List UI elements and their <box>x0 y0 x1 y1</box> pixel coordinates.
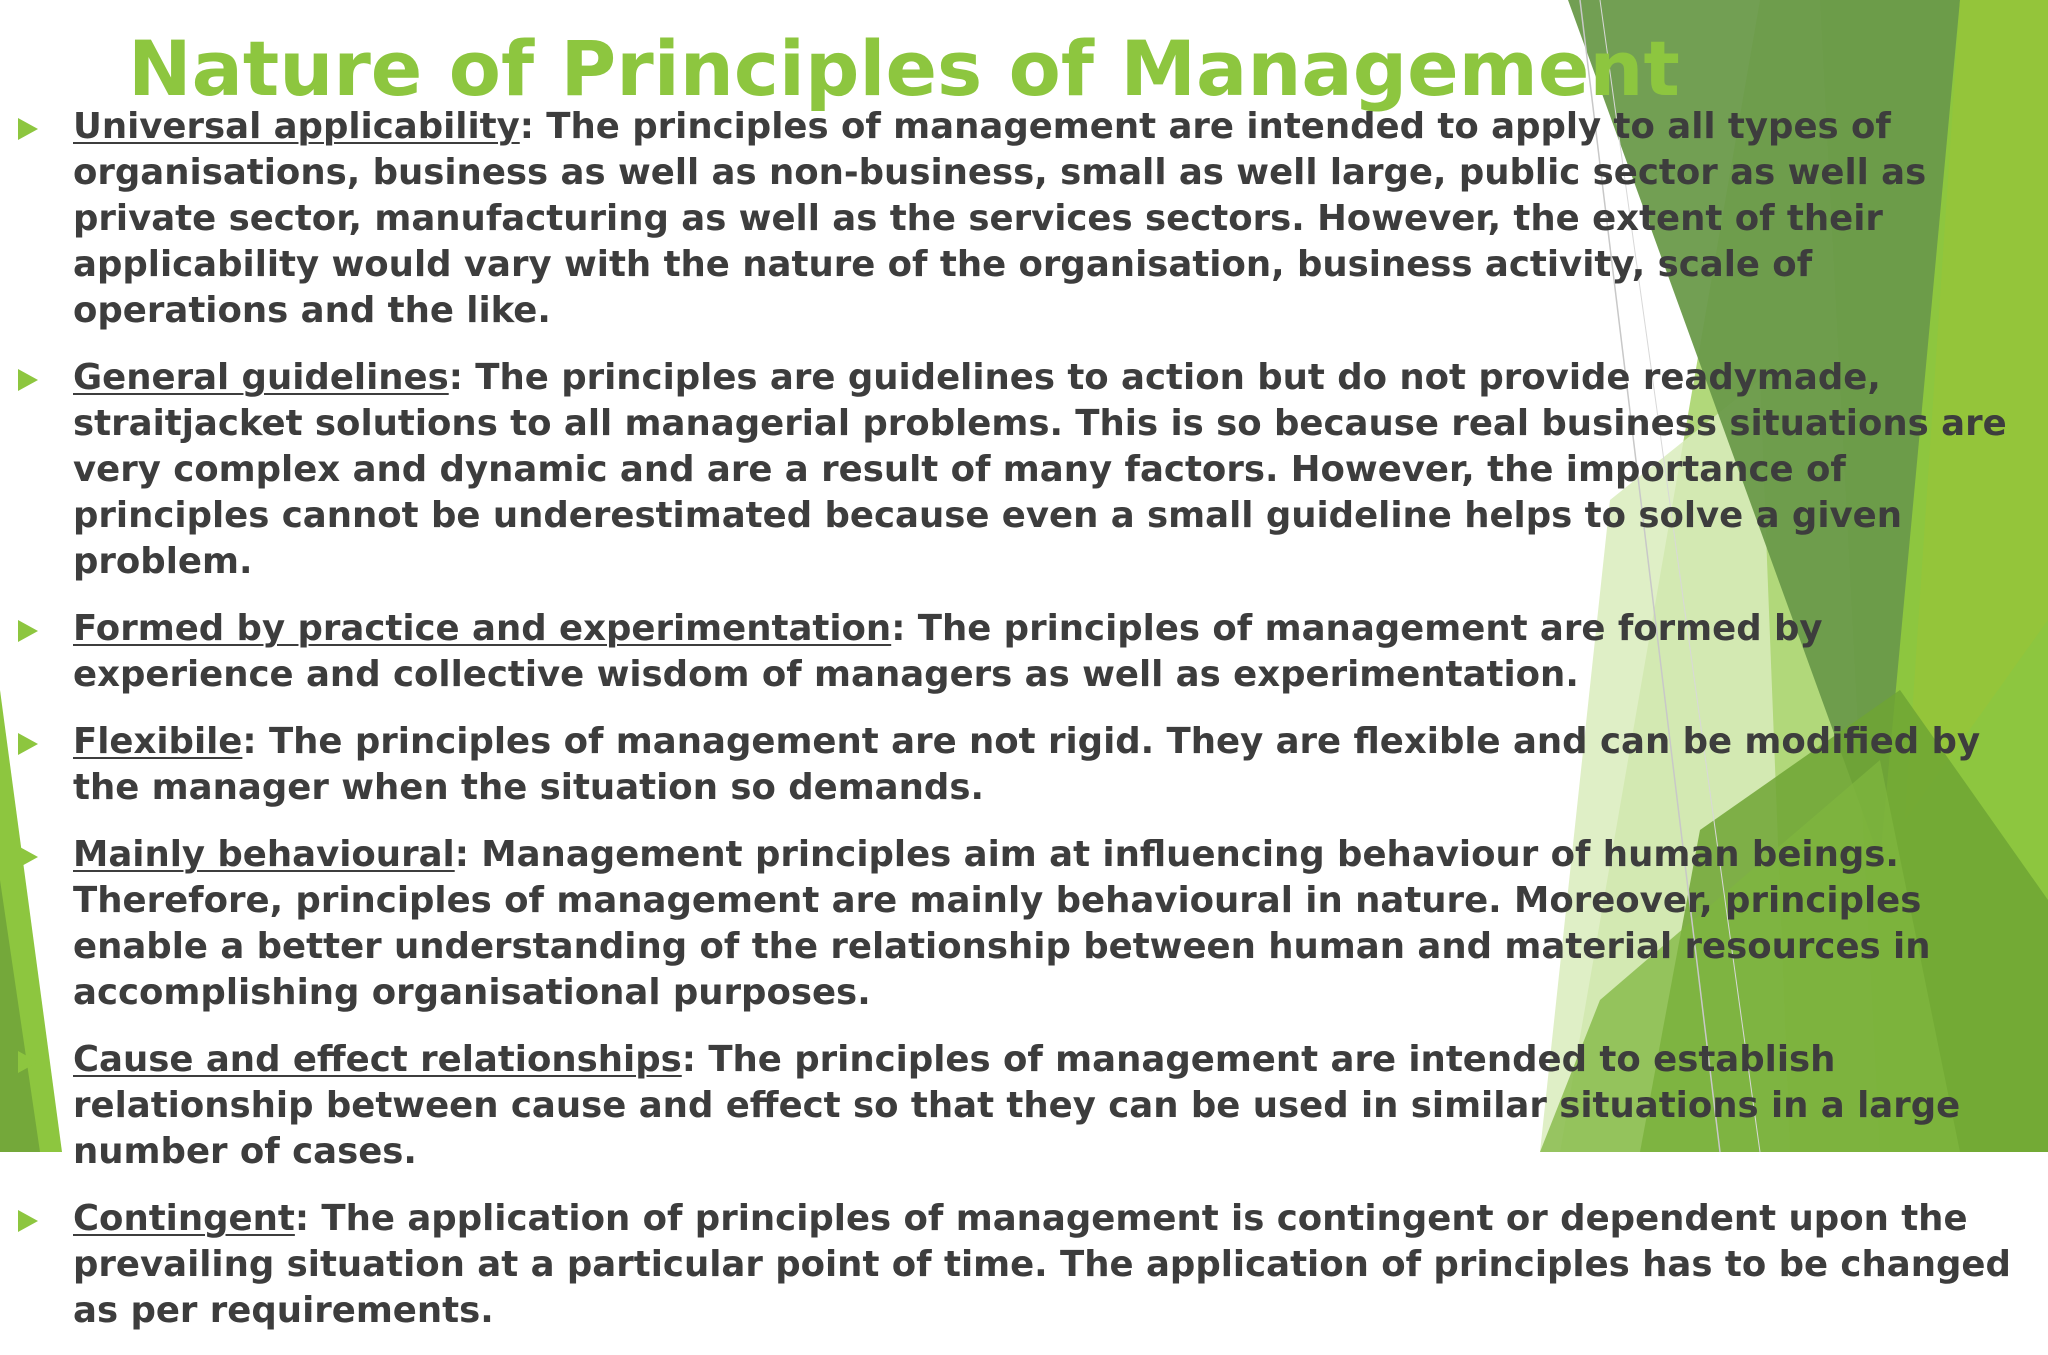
bullet-term: Cause and effect relationships <box>73 1039 682 1080</box>
bullet-text: : The principles of management are not rigid. They are flexible and can be modified by the manager when the situation so demands. <box>73 721 1981 808</box>
bullet-term: Universal applicability <box>73 106 520 147</box>
bullet-term: General guidelines <box>73 357 449 398</box>
slide-title: Nature of Principles of Management <box>128 24 1680 113</box>
bullet-term: Formed by practice and experimentation <box>73 608 892 649</box>
triangle-bullet-icon <box>18 1210 38 1232</box>
bullet-general-guidelines <box>0 355 2030 585</box>
triangle-bullet-icon <box>18 733 38 755</box>
triangle-bullet-icon <box>18 1051 38 1073</box>
triangle-bullet-icon <box>18 620 38 642</box>
triangle-bullet-icon <box>18 369 38 391</box>
bullet-text: : The principles of management are formed by experience and collective wisdom of managers as well as experimentation. <box>73 608 1823 695</box>
bullet-term: Mainly behavioural <box>73 834 455 875</box>
bullet-text: : The application of principles of management is contingent or dependent upon the prevailing situation at a particular point of time. The application of principles has to be changed as per requirements. <box>73 1198 2011 1331</box>
bullet-cause-and-effect <box>0 1037 2030 1175</box>
bullet-term: Flexibile <box>73 721 243 762</box>
triangle-bullet-icon <box>18 846 38 868</box>
bullet-text: : The principles of management are intended to apply to all types of organisations, business as well as non-business, small as well large, public sector as well as private sector, manufacturing as well as the services sectors. However, the extent of their applicability would vary with the nature of the organisation, business activity, scale of operations and the like. <box>73 106 1927 331</box>
bullet-mainly-behavioural <box>0 832 2030 1016</box>
bullet-flexible <box>0 719 2030 811</box>
bullet-list <box>0 104 2030 1355</box>
bullet-text: : The principles are guidelines to action but do not provide readymade, straitjacket solutions to all managerial problems. This is so because real business situations are very complex and dynamic and are a result of many factors. However, the importance of principles cannot be underestimated because even a small guideline helps to solve a given problem. <box>73 357 2007 582</box>
bullet-formed-by-practice <box>0 606 2030 698</box>
bullet-text: : Management principles aim at influencing behaviour of human beings. Therefore, principles of management are mainly behavioural in nature. Moreover, principles enable a better understanding of the relationship between human and material resources in accomplishing organisational purposes. <box>73 834 1931 1013</box>
bullet-term: Contingent <box>73 1198 295 1239</box>
bullet-text: : The principles of management are intended to establish relationship between cause and effect so that they can be used in similar situations in a large number of cases. <box>73 1039 1961 1172</box>
bullet-contingent <box>0 1196 2030 1334</box>
bullet-universal-applicability <box>0 104 2030 334</box>
triangle-bullet-icon <box>18 118 38 140</box>
